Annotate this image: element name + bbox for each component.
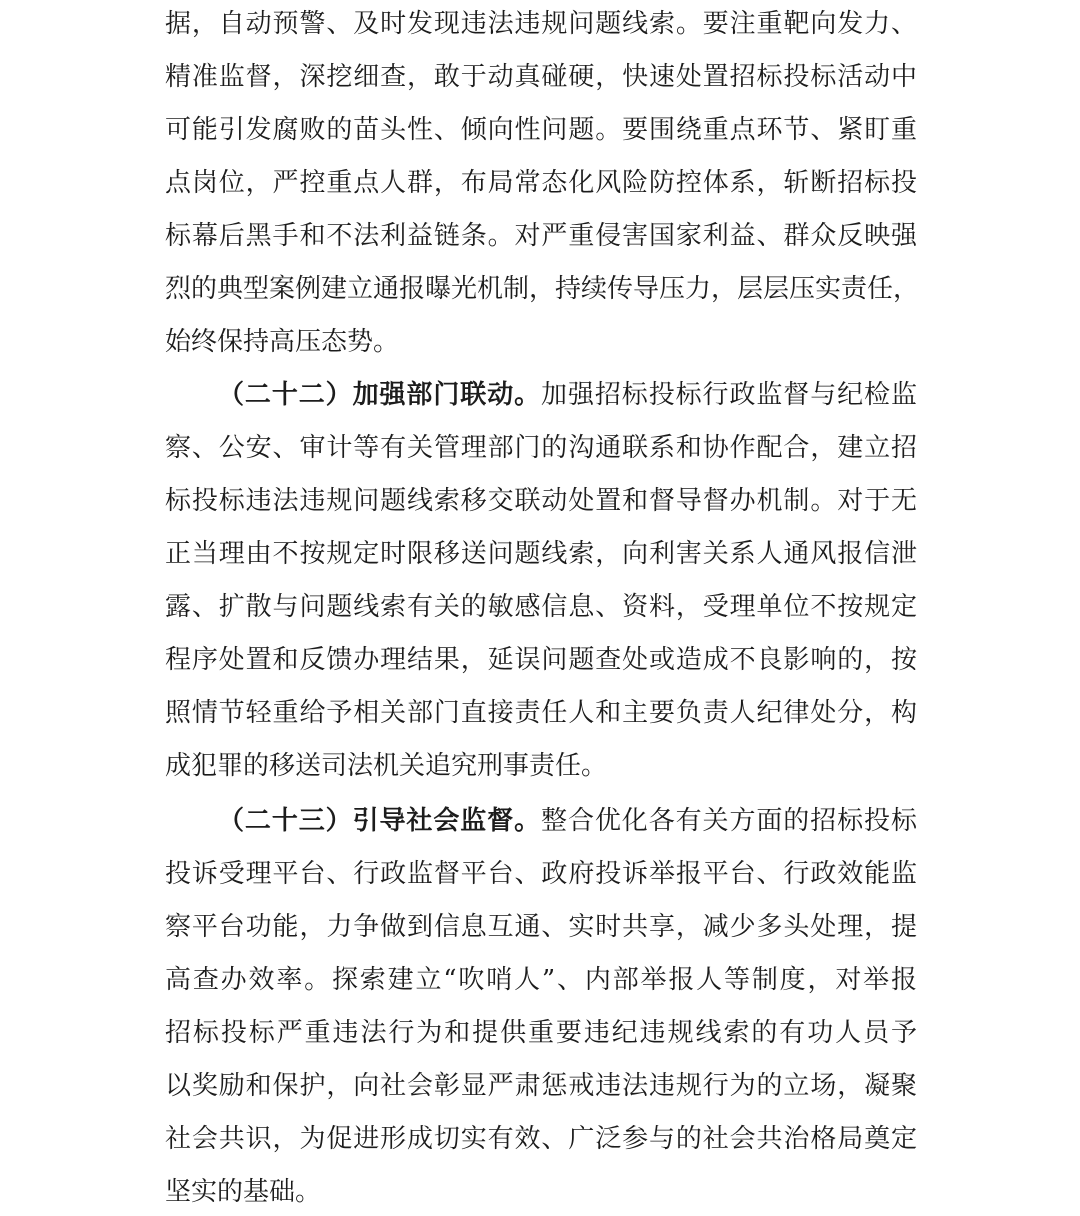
text-line: 程序处置和反馈办理结果，延误问题查处或造成不良影响的，按 [165,645,917,675]
text-line: 社会共识，为促进形成切实有效、广泛参与的社会共治格局奠定 [165,1124,917,1154]
text-line: 坚实的基础。 [165,1177,322,1207]
text-line: 高查办效率。探索建立“吹哨人”、内部举报人等制度，对举报 [165,965,917,995]
section-heading: （二十三）引导社会监督。 [218,806,542,836]
text-line: 标投标违法违规问题线索移交联动处置和督导督办机制。对于无 [165,486,917,516]
text-line: 投诉受理平台、行政监督平台、政府投诉举报平台、行政效能监 [165,859,917,889]
text-line: 照情节轻重给予相关部门直接责任人和主要负责人纪律处分，构 [165,698,917,728]
paragraph-first-line [218,801,917,841]
text-line: 烈的典型案例建立通报曝光机制，持续传导压力，层层压实责任， [165,274,920,304]
text-span: 整合优化各有关方面的招标投标 [541,806,917,836]
text-line: 招标投标严重违法行为和提供重要违纪违规线索的有功人员予 [165,1018,917,1048]
text-line: 精准监督，深挖细查，敢于动真碰硬，快速处置招标投标活动中 [165,62,917,92]
section-heading: （二十二）加强部门联动。 [218,380,542,410]
text-line: 据，自动预警、及时发现违法违规问题线索。要注重靶向发力、 [165,9,917,39]
paragraph-first-line [218,375,917,415]
text-line: 标幕后黑手和不法利益链条。对严重侵害国家利益、群众反映强 [165,221,917,251]
text-line: 察、公安、审计等有关管理部门的沟通联系和协作配合，建立招 [165,433,917,463]
text-span: 加强招标投标行政监督与纪检监 [541,380,917,410]
text-line: 察平台功能，力争做到信息互通、实时共享，减少多头处理，提 [165,912,917,942]
text-line: 始终保持高压态势。 [165,327,400,357]
text-line: 可能引发腐败的苗头性、倾向性问题。要围绕重点环节、紧盯重 [165,115,917,145]
text-line: 以奖励和保护，向社会彰显严肃惩戒违法违规行为的立场，凝聚 [165,1071,917,1101]
text-line: 露、扩散与问题线索有关的敏感信息、资料，受理单位不按规定 [165,592,917,622]
text-line: 点岗位，严控重点人群，布局常态化风险防控体系，斩断招标投 [165,168,917,198]
text-line: 成犯罪的移送司法机关追究刑事责任。 [165,751,608,781]
text-line: 正当理由不按规定时限移送问题线索，向利害关系人通风报信泄 [165,539,917,569]
